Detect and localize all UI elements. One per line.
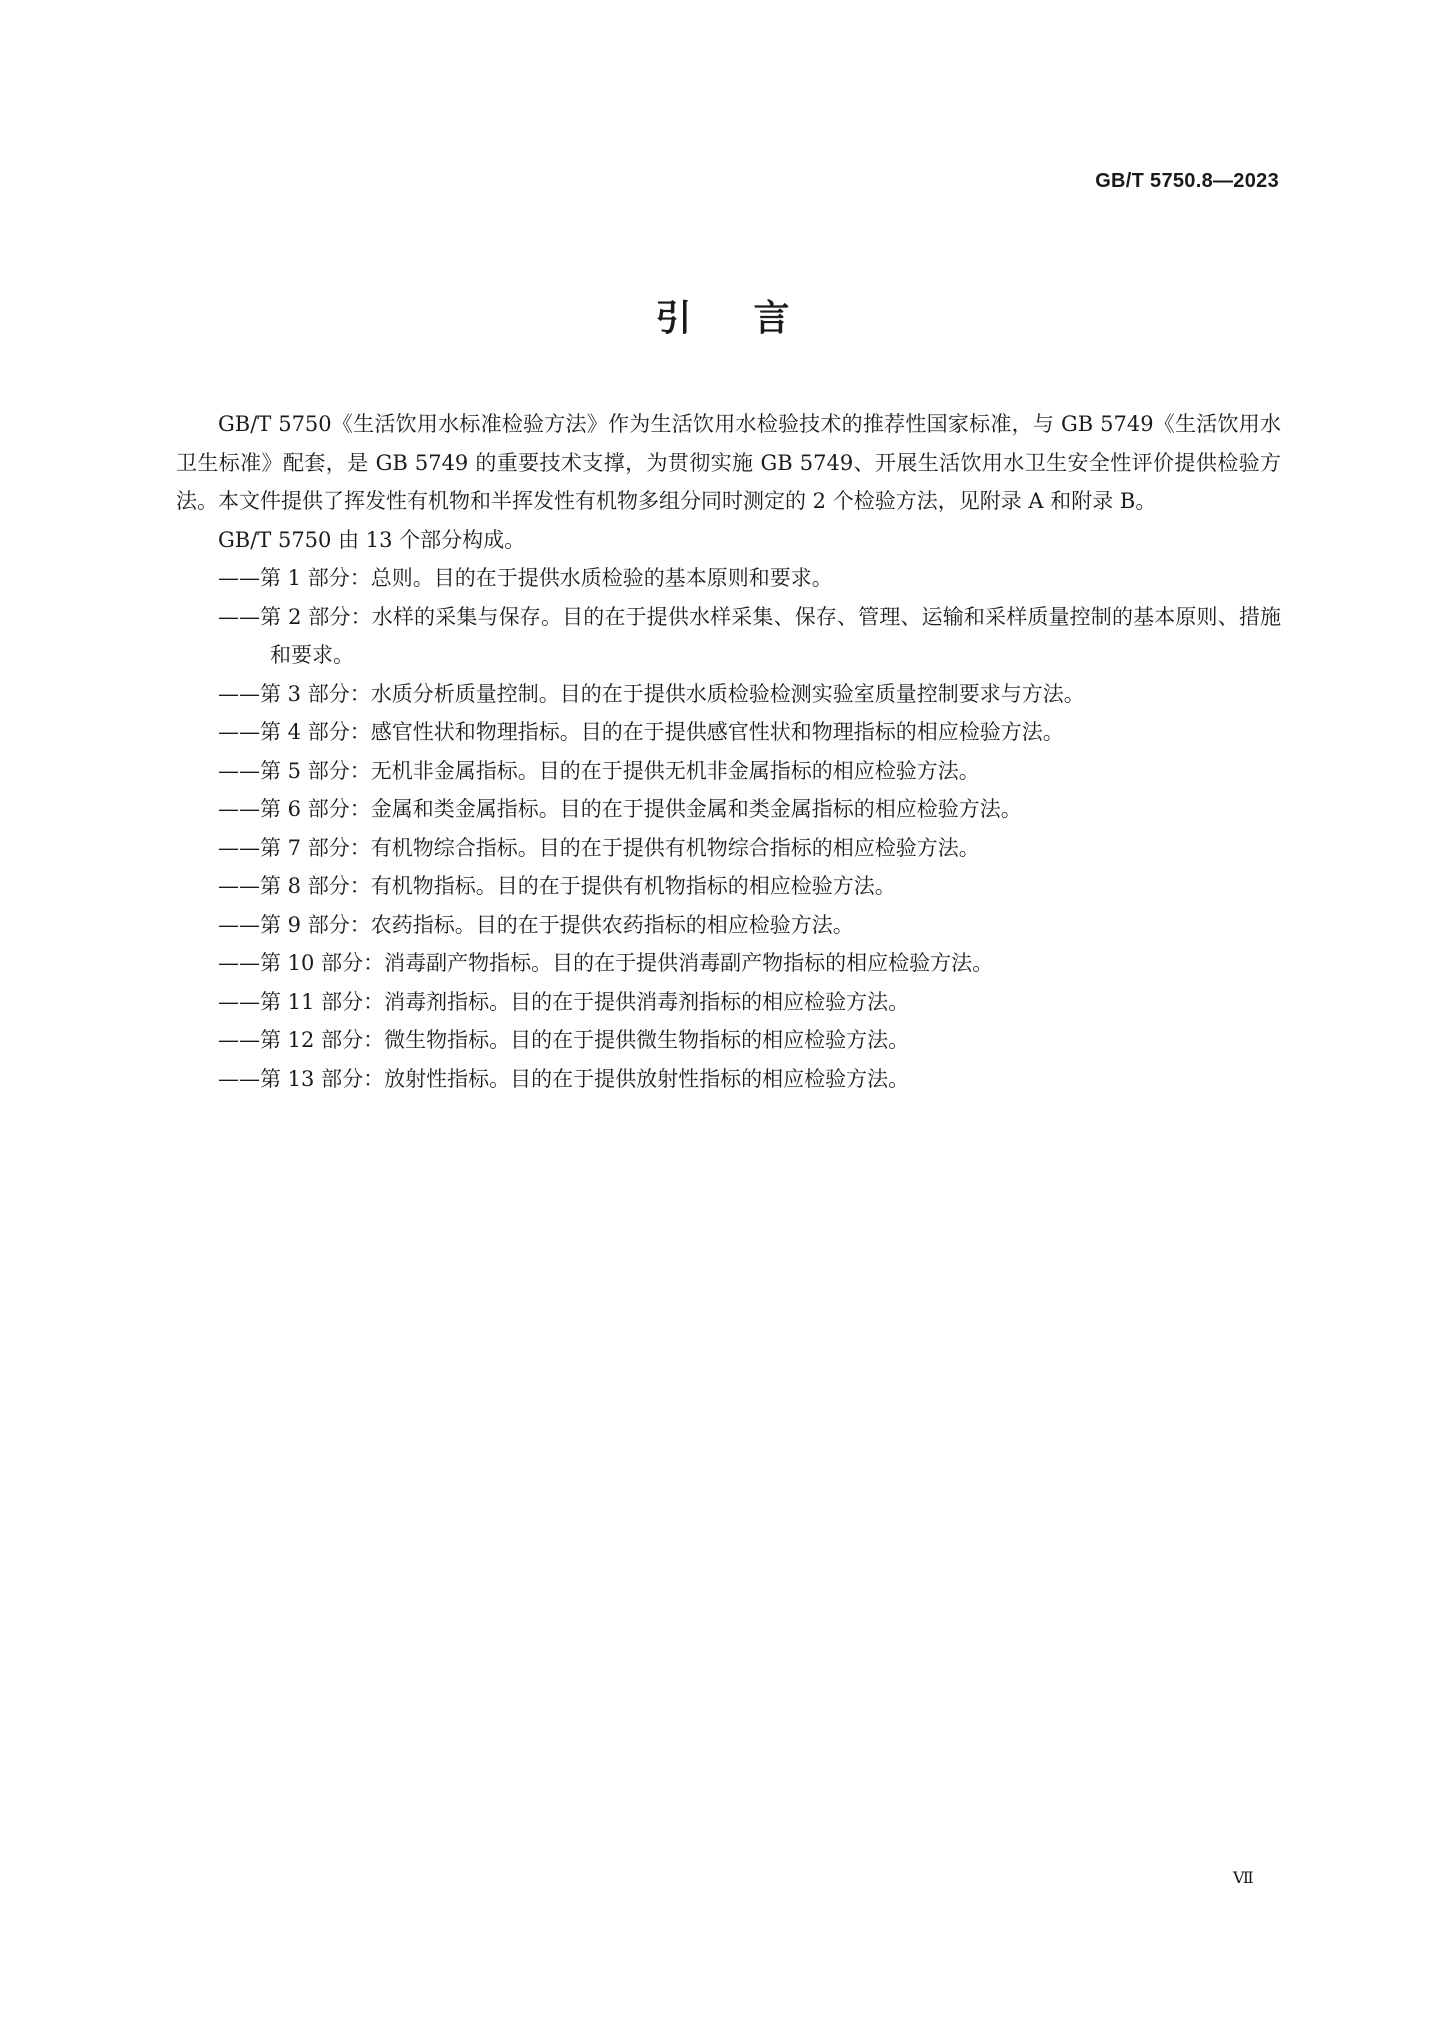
list-item: ——第 13 部分：放射性指标。目的在于提供放射性指标的相应检验方法。: [218, 1066, 910, 1091]
list-item: ——第 10 部分：消毒副产物指标。目的在于提供消毒副产物指标的相应检验方法。: [218, 951, 994, 975]
list-item: ——第 2 部分：水样的采集与保存。目的在于提供水样采集、保存、管理、运输和采样质量控制的基本原则、措施和要求。: [218, 604, 1281, 667]
list-item: ——第 8 部分：有机物指标。目的在于提供有机物指标的相应检验方法。: [218, 874, 896, 898]
list-item: ——第 7 部分：有机物综合指标。目的在于提供有机物综合指标的相应检验方法。: [218, 835, 980, 860]
list-item: ——第 6 部分：金属和类金属指标。目的在于提供金属和类金属指标的相应检验方法。: [218, 797, 1022, 821]
page-number: Ⅶ: [1233, 1868, 1254, 1887]
list-item: ——第 1 部分：总则。目的在于提供水质检验的基本原则和要求。: [218, 566, 833, 590]
document-body: [176, 405, 1281, 1098]
list-item: ——第 4 部分：感官性状和物理指标。目的在于提供感官性状和物理指标的相应检验方法。: [218, 720, 1064, 744]
list-item: ——第 11 部分：消毒剂指标。目的在于提供消毒剂指标的相应检验方法。: [218, 989, 910, 1014]
list-item: ——第 12 部分：微生物指标。目的在于提供微生物指标的相应检验方法。: [218, 1028, 910, 1052]
list-item: ——第 9 部分：农药指标。目的在于提供农药指标的相应检验方法。: [218, 912, 854, 937]
intro-paragraph: GB/T 5750《生活饮用水标准检验方法》作为生活饮用水检验技术的推荐性国家标准，与 GB 5749《生活饮用水卫生标准》配套，是 GB 5749 的重要技术支撑，为贯彻实施 GB 5749、开展生活饮用水卫生安全性评价提供检验方法。本文件提供了挥发性有机物和半挥发性有机物多组分同时测定的 2 个检验方法，见附录 A 和附录 B。: [176, 412, 1281, 513]
parts-list: [176, 559, 1281, 1098]
list-item: ——第 3 部分：水质分析质量控制。目的在于提供水质检验检测实验室质量控制要求与方法。: [218, 681, 1085, 706]
parts-summary: GB/T 5750 由 13 个部分构成。: [218, 527, 526, 552]
page-title: 引言: [655, 298, 852, 339]
standard-code: GB/T 5750.8—2023: [1095, 170, 1279, 192]
list-item: ——第 5 部分：无机非金属指标。目的在于提供无机非金属指标的相应检验方法。: [218, 758, 980, 783]
